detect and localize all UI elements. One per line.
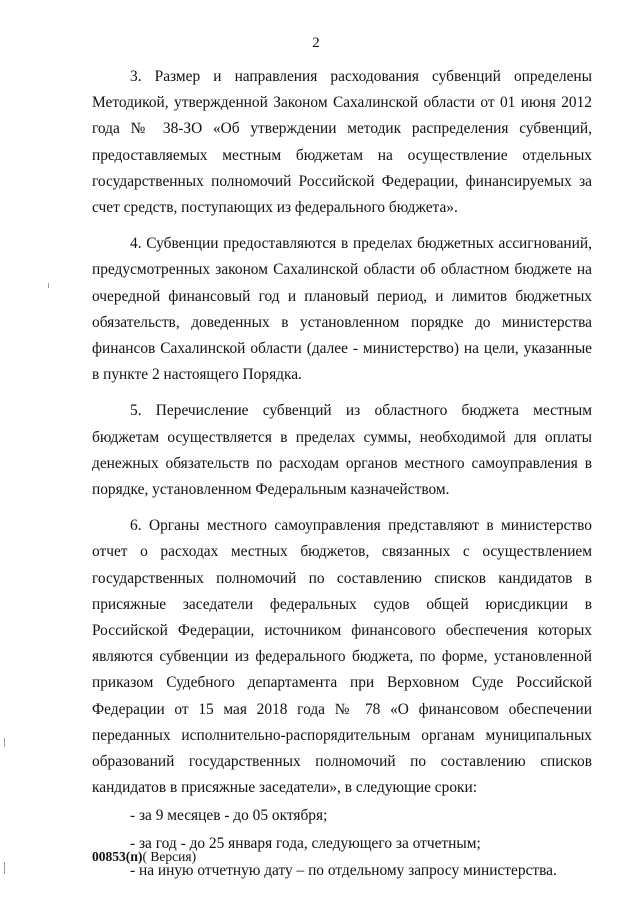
paragraph-5: 5. Перечисление субвенций из областного бюджета местным бюджетам осуществляется в пределах суммы, необходимой для оплаты денежных обязательств по расходам органов местного самоуправления в порядке, установленном Федеральным казначейством. xyxy=(92,402,592,499)
deadline-list xyxy=(92,803,592,884)
document-version: ( Версия) xyxy=(142,849,197,864)
paragraph-3: 3. Размер и направления расходования субвенций определены Методикой, утвержденной Законом Сахалинской области от 01 июня 2012 года № 38-ЗО «Об утверждении методик распределения субвенций, предоставляемых местным бюджетам на осуществление отдельных государственных полномочий Российской Федерации, финансируемых за счет средств, поступающих из федерального бюджета». xyxy=(92,68,592,217)
document-body xyxy=(92,64,592,885)
paragraph-4: 4. Субвенции предоставляются в пределах бюджетных ассигнований, предусмотренных законом Сахалинской области об областном бюджете на очередной финансовый год и плановый период, и лимитов бюджетных обязательств, доведенных в установленном порядке до министерства финансов Сахалинской области (далее - министерство) на цели, указанные в пункте 2 настоящего Порядка. xyxy=(92,235,592,384)
scan-artifact-mark xyxy=(48,283,49,288)
document-footer xyxy=(92,849,196,865)
deadline-item-9-months: - за 9 месяцев - до 05 октября; xyxy=(130,807,328,825)
deadline-item-other-date: - на иную отчетную дату – по отдельному запросу министерства. xyxy=(130,861,557,879)
scan-artifact-mark xyxy=(4,738,5,747)
page-number: 2 xyxy=(312,35,320,51)
deadline-item-year: - за год - до 25 января года, следующего за отчетным; xyxy=(130,834,481,852)
document-code: 00853(п) xyxy=(92,849,143,864)
paragraph-6: 6. Органы местного самоуправления представляют в министерство отчет о расходах местных бюджетов, связанных с осуществлением государственных полномочий по составлению списков кандидатов в присяжные заседатели федеральных судов общей юрисдикции в Российской Федерации, источником финансового обеспечения которых являются субвенции из федерального бюджета, по форме, установленной приказом Судебного департамента при Верховном Суде Российской Федерации от 15 мая 2018 года № 78 «О финансовом обеспечении переданных исполнительно-распорядительным органам муниципальных образований государственных полномочий по составлению списков кандидатов в присяжные заседатели», в следующие сроки: xyxy=(92,517,592,797)
scan-artifact-mark xyxy=(4,862,5,874)
